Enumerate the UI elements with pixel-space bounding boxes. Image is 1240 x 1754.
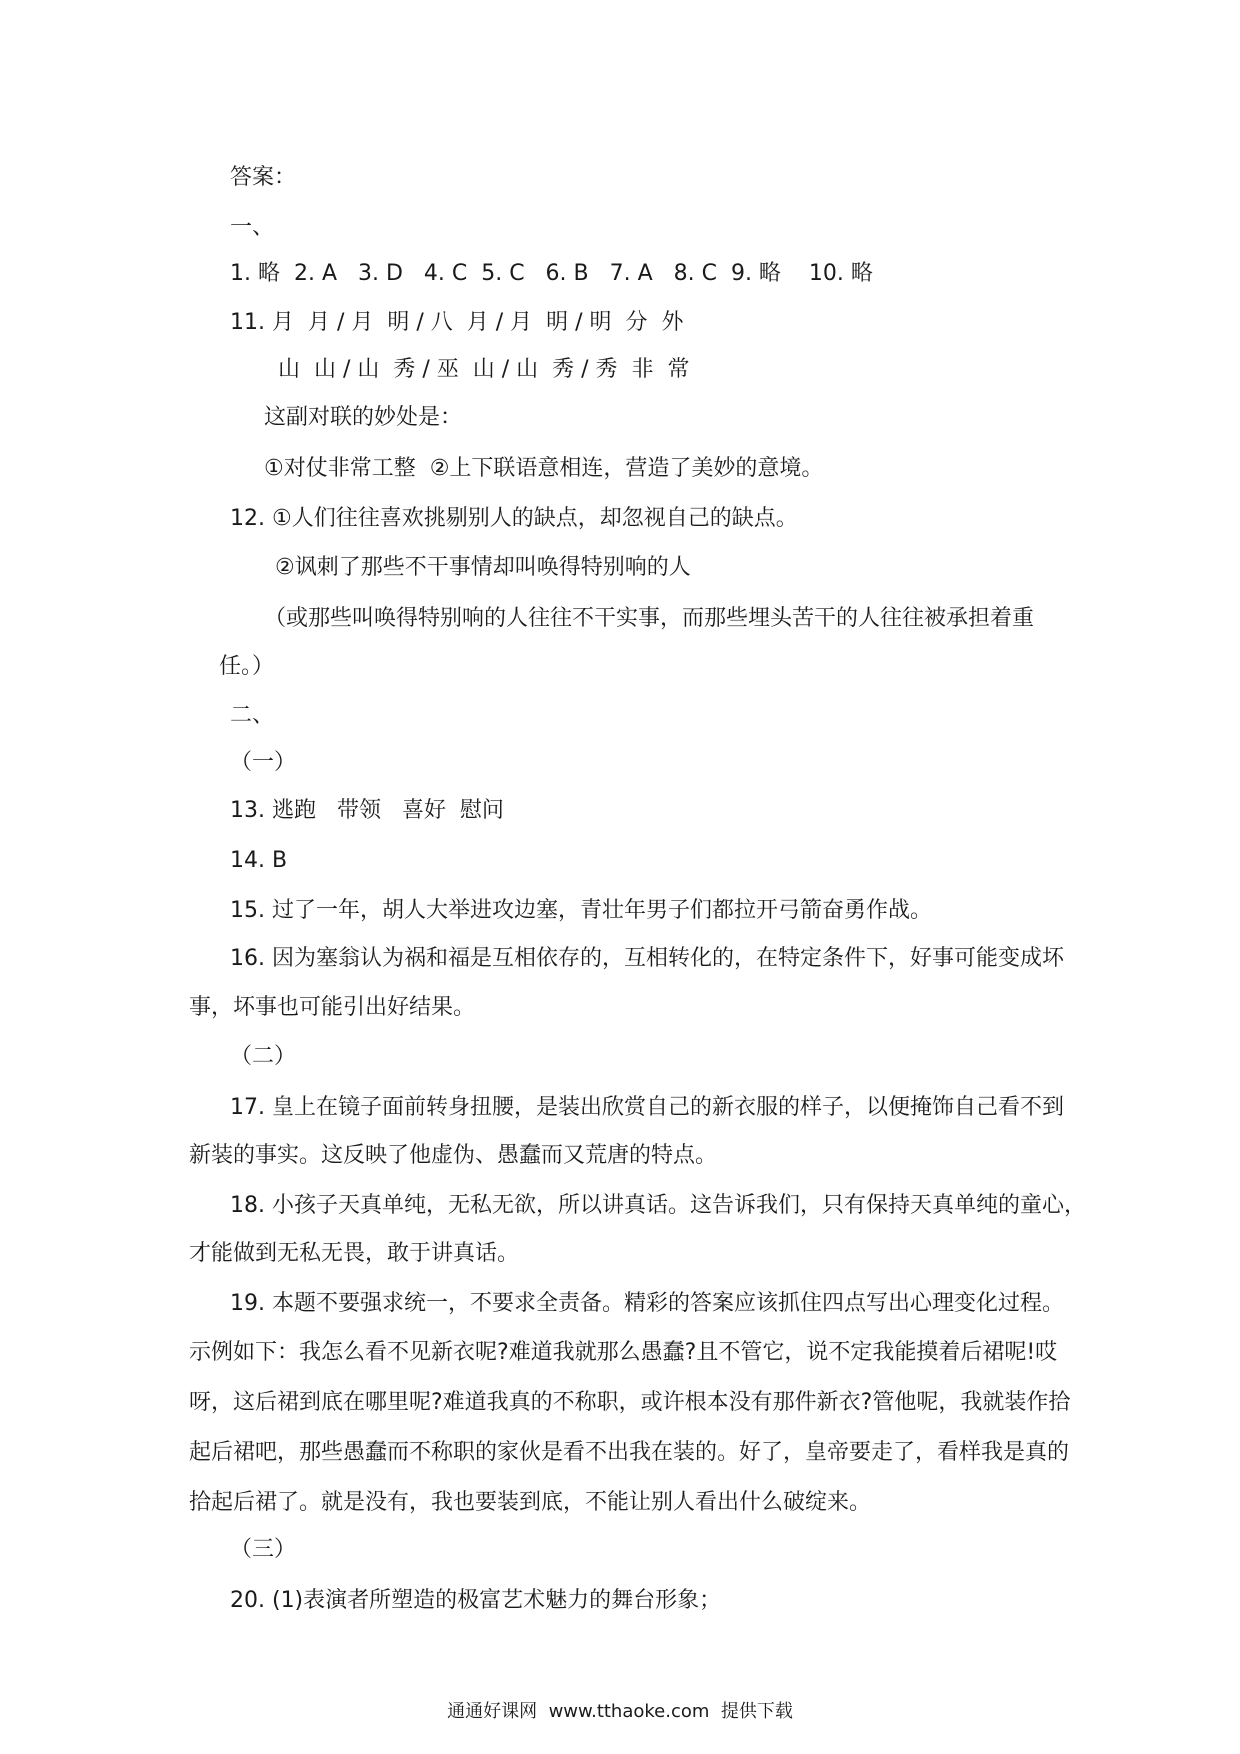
answer-17-line-2: 新装的事实。这反映了他虚伪、愚蠢而又荒唐的特点。	[189, 1143, 718, 1168]
answer-16-line-2: 事，坏事也可能引出好结果。	[189, 995, 476, 1020]
part-three-heading: （三）	[230, 1537, 297, 1562]
answer-19-line-4: 起后裙吧，那些愚蠢而不称职的家伙是看不出我在装的。好了，皇帝要走了，看样我是真的	[189, 1440, 1070, 1465]
part-one-heading: （一）	[230, 750, 297, 775]
answer-14: 14. B	[230, 848, 288, 873]
page-footer: 通通好课网 www.tthaoke.com 提供下载	[447, 1701, 793, 1722]
section-one-heading: 一、	[230, 215, 275, 240]
answer-12-point-2: ②讽刺了那些不干事情却叫唤得特别响的人	[275, 555, 691, 580]
answer-19-line-3: 呀，这后裙到底在哪里呢?难道我真的不称职，或许根本没有那件新衣?管他呢，我就装作拾	[189, 1390, 1071, 1415]
answer-heading: 答案：	[230, 165, 297, 190]
answer-19-line-5: 拾起后裙了。就是没有，我也要装到底，不能让别人看出什么破绽来。	[189, 1490, 872, 1515]
answer-11-line-2: 山 山 / 山 秀 / 巫 山 / 山 秀 / 秀 非 常	[278, 357, 690, 382]
answer-18-line-1: 18. 小孩子天真单纯，无私无欲，所以讲真话。这告诉我们，只有保持天真单纯的童心，	[230, 1193, 1086, 1218]
answer-12-alt-line-2: 任。）	[219, 654, 275, 679]
answer-19-line-2: 示例如下：我怎么看不见新衣呢?难道我就那么愚蠢?且不管它，说不定我能摸着后裙呢!哎	[189, 1340, 1058, 1365]
couplet-note-heading: 这副对联的妙处是：	[264, 405, 463, 430]
answer-16-line-1: 16. 因为塞翁认为祸和福是互相依存的，互相转化的，在特定条件下，好事可能变成坏	[230, 946, 1064, 971]
answer-11-line-1: 11. 月 月 / 月 明 / 八 月 / 月 明 / 明 分 外	[230, 310, 684, 335]
part-two-heading: （二）	[230, 1044, 297, 1069]
answer-12-alt-line-1: （或那些叫唤得特别响的人往往不干实事，而那些埋头苦干的人往往被承担着重	[264, 606, 1035, 631]
answer-15: 15. 过了一年，胡人大举进攻边塞，青壮年男子们都拉开弓箭奋勇作战。	[230, 898, 932, 923]
section-two-heading: 二、	[230, 703, 275, 728]
answer-17-line-1: 17. 皇上在镜子面前转身扭腰，是装出欣赏自己的新衣服的样子，以便掩饰自己看不到	[230, 1095, 1064, 1120]
answer-19-line-1: 19. 本题不要强求统一，不要求全责备。精彩的答案应该抓住四点写出心理变化过程。	[230, 1291, 1064, 1316]
answers-1-10: 1. 略 2. A 3. D 4. C 5. C 6. B 7. A 8. C 9. 略 10. 略	[230, 261, 873, 286]
answer-18-line-2: 才能做到无私无畏，敢于讲真话。	[189, 1241, 520, 1266]
answer-12-point-1: 12. ①人们往往喜欢挑剔别人的缺点，却忽视自己的缺点。	[230, 506, 798, 531]
answer-13: 13. 逃跑 带领 喜好 慰问	[230, 798, 504, 823]
couplet-note-points: ①对仗非常工整 ②上下联语意相连，营造了美妙的意境。	[264, 456, 824, 481]
answer-20-line-1: 20. (1)表演者所塑造的极富艺术魅力的舞台形象；	[230, 1588, 722, 1613]
